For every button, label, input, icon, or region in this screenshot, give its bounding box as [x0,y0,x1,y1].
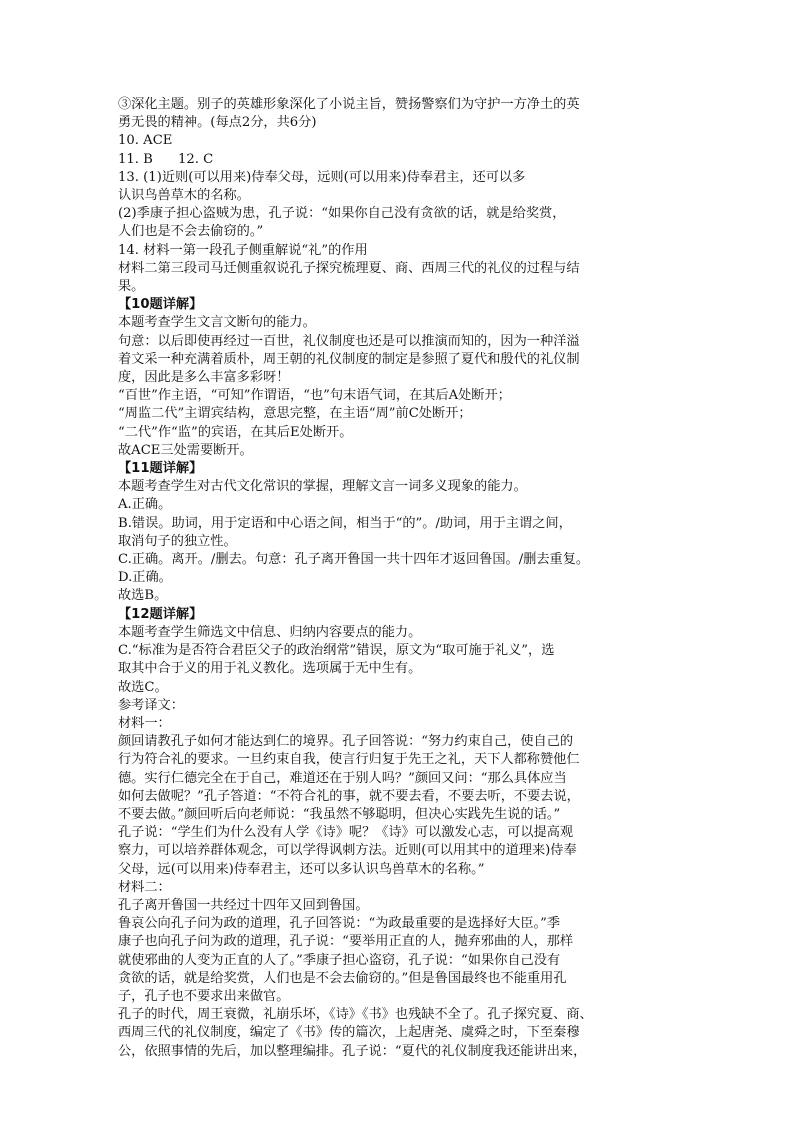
text-line: “二代”作“监”的宾语，在其后E处断开。 [118,424,353,440]
text-line: A.正确。 [118,497,172,513]
text-line: 本题考查学生对古代文化常识的掌握，理解文言一词多义现象的能力。 [118,479,527,495]
text-line: C.正确。离开。/删去。句意：孔子离开鲁国一共十四年才返回鲁国。/删去重复。 [118,552,590,568]
text-line: 材料二第三段司马迁侧重叙说孔子探究梳理夏、商、西周三代的礼仪的过程与结 [118,260,580,276]
text-line: 孔子说：“学生们为什么没有人学《诗》呢？《诗》可以激发心志，可以提高观 [118,825,574,841]
text-line: 子，孔子也不要求出来做官。 [118,988,290,1004]
text-line: 取消句子的独立性。 [118,533,237,549]
text-line: (2)季康子担心盗贼为患，孔子说：“如果你自己没有贪欲的话，就是给奖赏， [118,206,566,222]
answer-line: 14. 材料一第一段孔子侧重解说“礼”的作用 [118,242,368,258]
text-line: 故选B。 [118,588,168,604]
text-line: 人们也是不会去偷窃的。” [118,224,264,240]
answer-line: 13. (1)近则(可以用来)侍奉父母，远则(可以用来)侍奉君主，还可以多 [118,169,526,185]
text-line: 察力，可以培养群体观念，可以学得讽刺方法。近则(可以用其中的道理来)侍奉 [118,843,577,859]
text-line: 鲁哀公向孔子问为政的道理，孔子回答说：“为政最重要的是选择好大臣。”季 [118,916,561,932]
text-line: 父母，远(可以用来)侍奉君主，还可以多认识鸟兽草木的名称。” [118,861,485,877]
text-line: 着文采一种充满着质朴，周王朝的礼仪制度的制定是参照了夏代和殷代的礼仪制 [118,351,580,367]
text-line: 西周三代的礼仪制度，编定了《书》传的篇次，上起唐尧、虞舜之时，下至秦穆 [118,1025,580,1041]
section-heading: 【11题详解】 [118,461,203,477]
text-line: 就使邪曲的人变为正直的人了。”季康子担心盗窃，孔子说：“如果你自己没有 [118,952,561,968]
text-line: 参考译文： [118,697,184,713]
text-line: 度，因此是多么丰富多彩呀！ [118,370,290,386]
text-line: 公，依照事情的先后，加以整理编排。孔子说：“夏代的礼仪制度我还能讲出来， [118,1043,587,1059]
text-line: 如何去做呢？”孔子答道：“不符合礼的事，就不要去看，不要去听，不要去说， [118,788,580,804]
text-line: “百世”作主语，“可知”作谓语，“也”句末语气词，在其后A处断开； [118,388,511,404]
document-page [118,96,678,1061]
answer-line: 11. B 12. C [118,151,214,167]
text-line: 故选C。 [118,679,168,695]
text-line: 果。 [118,279,145,295]
text-line: 德。实行仁德完全在于自己，难道还在于别人吗？”颜回又问：“那么具体应当 [118,770,567,786]
text-line: 本题考查学生文言文断句的能力。 [118,315,316,331]
text-line: 材料一： [118,715,171,731]
text-line: 孔子的时代，周王衰微，礼崩乐坏，《诗》《书》也残缺不全了。孔子探究夏、商、 [118,1007,593,1023]
text-line: 颜回请教孔子如何才能达到仁的境界。孔子回答说：“努力约束自己，使自己的 [118,734,574,750]
text-line: B.错误。助词，用于定语和中心语之间，相当于“的”。/助词，用于主谓之间， [118,515,572,531]
text-line: 康子也向孔子问为政的道理，孔子说：“要举用正直的人，抛弃邪曲的人，那样 [118,934,574,950]
text-line: 材料二： [118,879,171,895]
text-line: ③深化主题。别子的英雄形象深化了小说主旨，赞扬警察们为守护一方净土的英 [118,97,580,112]
text-line: 勇无畏的精神。(每点2分，共6分) [118,115,317,131]
text-line: 行为符合礼的要求。一旦约束自我，使言行归复于先王之礼，天下人都称赞他仁 [118,752,580,768]
section-heading: 【10题详解】 [118,297,203,313]
text-line: 句意：以后即使再经过一百世，礼仪制度也还是可以推演而知的，因为一种洋溢 [118,333,580,349]
text-line: C.“标准为是否符合君臣父子的政治纲常”错误，原文为“取可施于礼义”，选 [118,643,555,659]
text-line: 取其中合于义的用于礼义教化。选项属于无中生有。 [118,661,422,677]
text-line: 认识鸟兽草木的名称。 [118,188,250,204]
text-line: D.正确。 [118,570,172,586]
text-line: 孔子离开鲁国一共经过十四年又回到鲁国。 [118,897,369,913]
text-line: 本题考查学生筛选文中信息、归纳内容要点的能力。 [118,624,422,640]
section-heading: 【12题详解】 [118,606,203,622]
text-line: 不要去做。”颜回听后向老师说：“我虽然不够聪明，但决心实践先生说的话。” [118,806,561,822]
text-line: 故ACE三处需要断开。 [118,442,253,458]
text-line: “周监二代”主谓宾结构，意思完整，在主语“周”前C处断开； [118,406,472,422]
text-line: 贪欲的话，就是给奖赏，人们也是不会去偷窃的。”但是鲁国最终也不能重用孔 [118,970,567,986]
answer-line: 10. ACE [118,133,173,149]
